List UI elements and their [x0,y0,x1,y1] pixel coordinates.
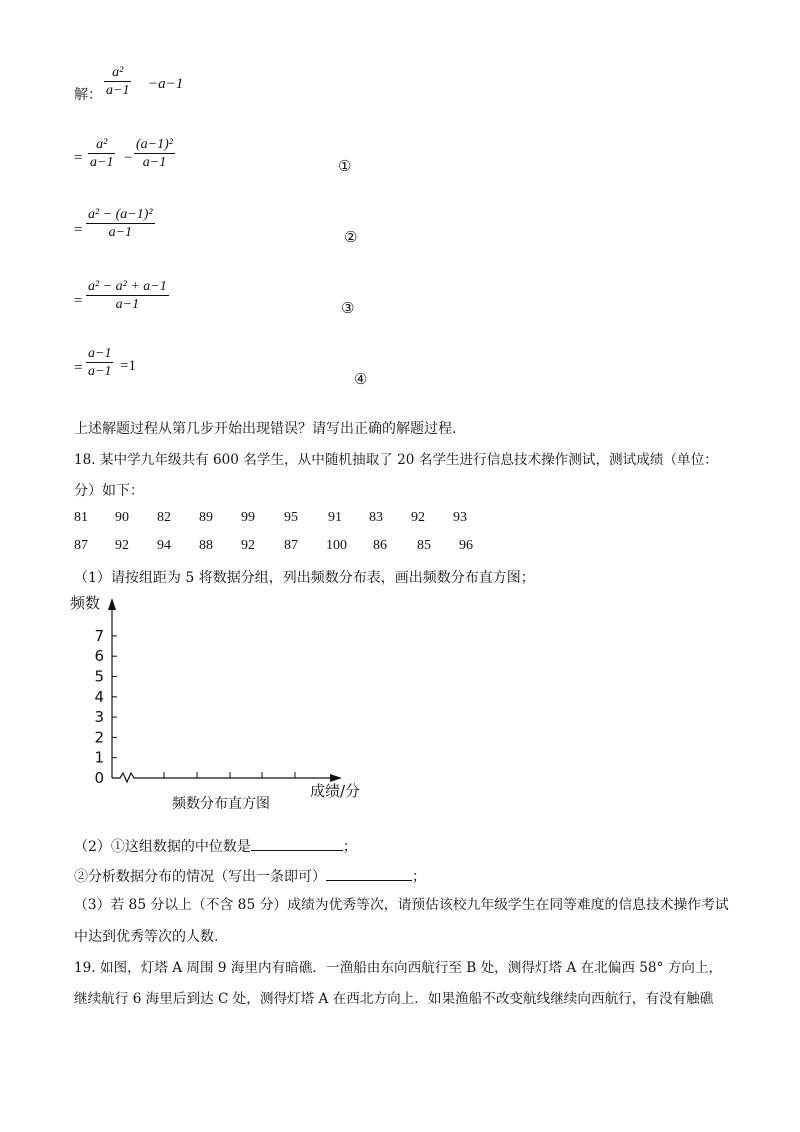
y-tick-label: 4 [94,687,104,706]
score-cell: 85 [417,538,431,553]
question18-part3-line2: 中达到优秀等次的人数. [74,929,219,945]
step2-num: a² − (a−1)² [88,207,153,222]
step1-minus: − [124,150,133,166]
score-cell: 87 [284,538,298,553]
step2-marker: ② [344,228,358,246]
y-tick-label: 6 [94,647,104,666]
x-axis [112,773,334,782]
y-tick-label: 5 [94,667,104,686]
step1-marker: ① [338,157,352,175]
question19-line1: 19. 如图，灯塔 A 周围 9 海里内有暗礁．一渔船由东向西航行至 B 处，测得灯塔 A 在北偏西 58° 方向上， [74,960,723,976]
part2a-end: ； [342,839,357,855]
score-cell: 92 [241,538,255,553]
step1-fraction-b [134,136,175,171]
question18-line1: 18. 某中学九年级共有 600 名学生，从中随机抽取了 20 名学生进行信息技术操作测试，测试成绩（单位： [74,452,718,468]
score-cell: 92 [115,538,129,553]
y-tick-label: 1 [94,748,104,767]
y-tick-label: 3 [94,708,104,727]
distribution-answer-blank[interactable] [326,866,412,881]
step0-denominator: a−1 [106,83,130,98]
step3-den: a−1 [115,297,140,312]
step1-equals: = [74,150,83,166]
part2a-label: （2）①这组数据的中位数是 [74,839,251,855]
chart-title: 频数分布直方图 [172,796,270,812]
x-axis-arrow [330,774,342,782]
step2-fraction [86,206,155,241]
step4-num: a−1 [88,346,112,361]
question18-line2: 分）如下： [74,483,144,499]
step4-den: a−1 [88,364,112,379]
step3-equals: = [74,293,83,309]
step1-fa-den: a−1 [90,155,114,170]
step4-tail: =1 [120,358,136,374]
question18-part2b [74,866,426,886]
question19-line2: 继续航行 6 海里后到达 C 处，测得灯塔 A 在西北方向上．如果渔船不改变航线继续向西航行，有没有触礁 [74,991,714,1007]
step4-equals: = [74,360,83,376]
part2b-end: ； [412,869,426,885]
score-cell: 87 [74,538,88,553]
part2b-label: ②分析数据分布的情况（写出一条即可） [74,869,326,885]
step4-marker: ④ [354,370,368,388]
score-cell: 93 [453,510,467,525]
score-cell: 88 [199,538,213,553]
question18-part3-line1: （3）若 85 分以上（不含 85 分）成绩为优秀等次，请预估该校九年级学生在同等难度的信息技术操作考试 [74,897,729,913]
y-axis-label: 频数 [70,594,101,612]
step1-fa-num: a² [96,137,108,152]
score-cell: 99 [241,510,255,525]
score-cell: 100 [326,538,347,553]
question18-part1: （1）请按组距为 5 将数据分组，列出频数分布表，画出频数分布直方图； [74,570,535,586]
step0-tail: −a−1 [148,76,184,92]
frequency-histogram [60,586,390,818]
y-tick-label: 0 [94,769,104,787]
solution-label: 解： [74,87,102,103]
score-cell: 92 [411,510,425,525]
step3-fraction [86,278,169,313]
x-axis-label: 成绩/分 [310,782,361,800]
y-tick-label: 2 [94,728,104,747]
step3-num: a² − a² + a−1 [88,279,167,294]
score-cell: 95 [284,510,298,525]
y-axis-arrow [108,598,116,610]
score-cell: 86 [373,538,387,553]
score-cell: 94 [157,538,171,553]
step1-fb-num: (a−1)² [136,137,173,152]
score-cell: 82 [157,510,171,525]
score-cell: 91 [328,510,342,525]
question18-part2a [74,836,357,856]
step1-fb-den: a−1 [142,155,167,170]
step2-equals: = [74,222,83,238]
median-answer-blank[interactable] [251,836,343,851]
step0-fraction [104,64,131,99]
step0-numerator: a² [112,65,124,80]
score-cell: 89 [199,510,213,525]
step4-fraction [86,345,113,380]
step3-marker: ③ [341,299,355,317]
y-tick-label: 7 [94,626,104,645]
score-cell: 83 [369,510,383,525]
score-cell: 81 [74,510,88,525]
score-cell: 90 [115,510,129,525]
step1-fraction-a [88,136,115,171]
score-cell: 96 [459,538,473,553]
question17-prompt: 上述解题过程从第几步开始出现错误？请写出正确的解题过程. [74,421,457,437]
step2-den: a−1 [108,225,133,240]
